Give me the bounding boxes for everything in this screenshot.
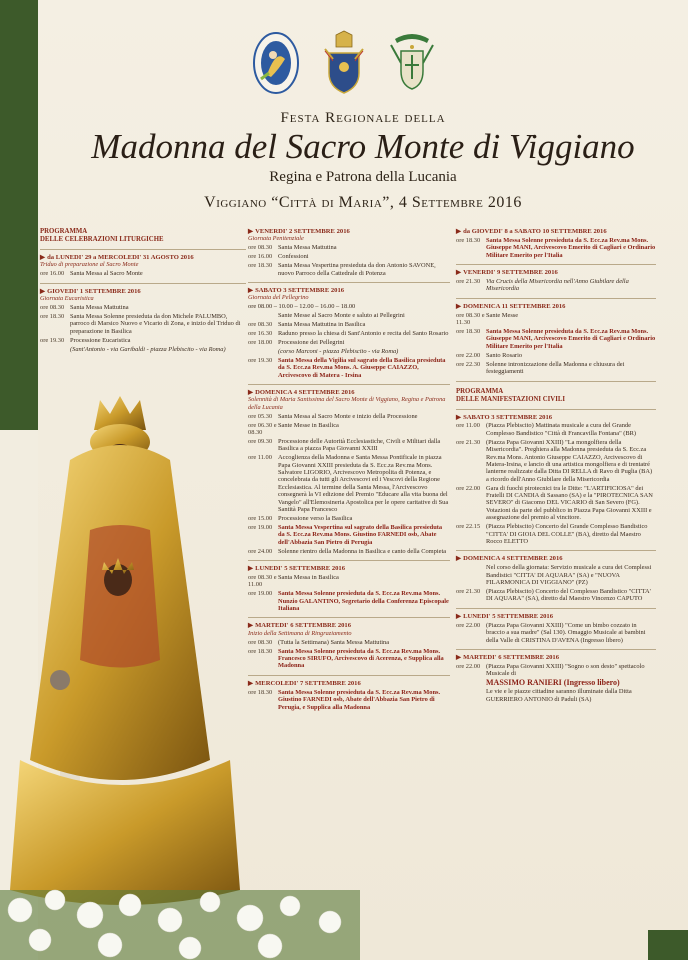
list-item: ore 15.00 Processione verso la Basilica: [248, 514, 353, 522]
list-item: Nel corso della giornata: Servizio musicale a cura dei Complessi Bandistici "CITTA' DI AQUARA" (SA) e "NUOVA FILARMONICA DI VIGGIANO" (PZ): [486, 564, 652, 587]
list-item: ore 19.00 Santa Messa Vespertina sul sagrato della Basilica presieduta da S. Ecc.za Rev.ma Mons. Giustino FARNEDI osb, Abate dell'Abbazia San Pietro di Perugia: [248, 523, 443, 546]
liturgy-column-2: [248, 228, 450, 711]
list-item: ore 18.30 Santa Messa Vespertina presieduta da don Antonio SAVONE, nuovo Parroco della Cattedrale di Potenza: [248, 262, 436, 277]
day-subheading: Giornata Eucaristica: [40, 295, 94, 303]
bishop-coat-of-arms: [386, 28, 438, 98]
list-item: ore 18.30 Santa Messa Solenne presieduta da S. Ecc.za Rev.ma Mons. Giuseppe MANI, Arcivescovo Emerito di Cagliari e Ordinario Militare Emerito per l'Italia: [456, 236, 656, 259]
list-item: ore 21.30 (Piazza Papa Giovanni XXIII) "La mongolfiera della Misericordia". Preghiera alla Madonna presieduta da S. Ecc.za Rev.ma Mons. Antonio Giuseppe CAIAZZO, Arcivescovo di Matera-Irsina, e lancio di una artistica mongolfiera e di trentatré lanterne realizzate dalla Ditta DI RELLA di Ravo di Puglia (BA) a ricordo dell'Anno Giubilare della Misericordia: [456, 438, 653, 483]
list-item: ore 08.30 (Tutta la Settimana) Santa Messa Mattutina: [248, 638, 390, 646]
list-item: ore 11.00 Accoglienza della Madonna e Santa Messa Pontificale in piazza Papa Giovanni XXIII presieduta da S. Ecc.za Rev.ma Mons. Salvatore LIGORIO, Arcivescovo Metropolita di Potenza, e concelebrata da tutti gli Arcivescovi ed i Vescovi della Regione Ecclesiastica. Al termine della Santa Messa, l'Arcivescovo consegnerà la VI edizione del Premio "Educare alla vita buona del Vangelo" all'Elemosineria Apostolica per le opere caritative di Sua Santità Papa Francesco: [248, 454, 449, 513]
day-heading: ▶ VENERDI' 2 SETTEMBRE 2016: [248, 228, 350, 235]
list-item: ore 16.00 Confessioni: [248, 253, 309, 261]
day-subheading: Solennità di Maria Santissima del Sacro Monte di Viggiano, Regina e Patrona della Lucania: [248, 396, 446, 411]
list-item: ore 22.30 Solenne intronizzazione della Madonna e chiusura dei festeggiamenti: [456, 360, 625, 376]
list-item: ore 18.30 Santa Messa Solenne presieduta da S. Ecc.za Rev.ma Mons. Giuseppe MANI, Arcivescovo Emerito di Cagliari e Ordinario Militare Emerito per l'Italia: [456, 328, 656, 350]
liturgy-column-1: [40, 228, 246, 353]
list-item: (Sant'Antonio - via Garibaldi - piazza Plebiscito - via Roma): [70, 345, 226, 353]
logos-row: [0, 28, 688, 98]
regina-subtitle: Regina e Patrona della Lucania: [269, 169, 457, 185]
list-item: ore 22.15 (Piazza Plebiscito) Concerto del Grande Complesso Bandistico "CITTA' DI GIOIA DEL COLLE" (BA), diretto dal Maestro Rocco ELETTO: [456, 523, 648, 545]
list-item: MASSIMO RANIERI (Ingresso libero): [486, 678, 620, 688]
festa-subtitle: Festa Regionale della: [280, 110, 446, 126]
day-heading: ▶ LUNEDI' 5 SETTEMBRE 2016: [248, 564, 346, 572]
city-date: Viggiano “Città di Maria”, 4 Settembre 2016: [204, 194, 522, 211]
list-item: (corso Marconi - piazza Plebiscito - via Roma): [278, 347, 399, 355]
list-item: ore 18.00 Processione dei Pellegrini: [248, 338, 345, 346]
list-item: ore 06.30 e 08.30 Sante Messe in Basilica: [248, 421, 339, 436]
madonna-statue-image: [0, 330, 250, 930]
list-item: ore 18.30 Santa Messa Solenne presieduta da S. Ecc.za Rev.ma Mons. Giustino FARNEDI osb, Abate dell'Abbazia San Pietro di Perugia, e Supplica alla Madonna: [248, 688, 441, 711]
list-item: ore 09.30 Processione delle Autorità Ecclesiastiche, Civili e Militari dalla Basilica a piazza Papa Giovanni XXIII: [248, 437, 441, 453]
day-heading: ▶ SABATO 3 SETTEMBRE 2016: [248, 286, 345, 294]
liturgy-column-3: [456, 228, 656, 703]
list-item: ore 11.00 (Piazza Plebiscito) Mattinata musicale a cura del Grande Complesso Bandistico "Città di Francavilla Fontana" (BR): [456, 422, 637, 437]
list-item: ore 08.30 Santa Messa Mattutina in Basilica: [248, 321, 366, 329]
right-green-bar: [648, 930, 688, 960]
list-item: ore 16.30 Raduno presso la chiesa di Sant'Antonio e recita del Santo Rosario: [248, 329, 449, 337]
list-item: ore 18.30 Santa Messa Solenne presieduta da don Michele PALUMBO, parroco di Marsico Nuovo e Vicario di Zona, e inizio del Triduo di preparazione in Basilica: [40, 312, 241, 335]
list-item: ore 19.30 Processione Eucaristica: [40, 336, 131, 344]
list-item: ore 21.30 (Piazza Plebiscito) Concerto del Complesso Bandistico "CITTA' DI AQUARA" (SA), diretto dal Maestro Vincenzo CAPUTO: [456, 588, 651, 603]
list-item: Le vie e le piazze cittadine saranno illuminate dalla Ditta GUERRIERO ANTONIO di Paduli (SA): [486, 688, 632, 703]
list-item: ore 22.00 Gara di fuochi pirotecnici tra le Ditte: "L'ARTIFICIOSA" dei Fratelli DI CANDIA di Sassano (SA) e la "PIROTECNICA SAN SEVERO" di Giacomo DEL VICARIO di San Severo (FG). Votazioni da parte del pubblico in Piazza Papa Giovanni XXIII e assegnazione del premio al vincitore.: [456, 484, 653, 522]
day-heading: ▶ MARTEDI' 6 SETTEMBRE 2016: [456, 653, 560, 661]
day-heading: ▶ MERCOLEDI' 7 SETTEMBRE 2016: [248, 679, 361, 687]
day-heading: ▶ DOMENICA 4 SETTEMBRE 2016: [248, 388, 355, 396]
poster-header: [38, 110, 688, 212]
list-item: ore 24.00 Solenne rientro della Madonna in Basilica e canto della Compieta: [248, 547, 447, 555]
white-flowers-image: [0, 860, 360, 960]
list-item: ore 21.30 Via Crucis della Misericordia nell'Anno Giubilare della Misericordia: [456, 278, 629, 293]
page-title: Madonna del Sacro Monte di Viggiano: [91, 127, 635, 166]
section-title: PROGRAMMA DELLE CELEBRAZIONI LITURGICHE: [40, 228, 164, 243]
day-heading: ▶ VENERDI' 9 SETTEMBRE 2016: [456, 269, 558, 277]
list-item: ore 08.30 Santa Messa Mattutina: [248, 244, 337, 252]
list-item: ore 22.00 (Piazza Papa Giovanni XXIII) "Sogno o son desto" spettacolo Musicale di: [456, 662, 645, 678]
day-heading: ▶ MARTEDI' 6 SETTEMBRE 2016: [248, 622, 352, 630]
day-subheading: Giornata Penitenziale: [248, 235, 304, 243]
list-item: ore 08.30 e 11.30 Sante Messe: [456, 311, 519, 327]
list-item: ore 19.30 Santa Messa della Vigilia sul sagrato della Basilica presieduta da S. Ecc.za Rev.ma Mons. A. Giuseppe CAIAZZO, Arcivescovo di Matera - Irsina: [248, 356, 446, 379]
day-heading: ▶ da GIOVEDI' 8 a SABATO 10 SETTEMBRE 2016: [456, 228, 607, 235]
day-subheading: Inizio della Settimana di Ringraziamento: [248, 629, 352, 637]
list-item: ore 16.00 Santa Messa al Sacro Monte: [40, 270, 143, 278]
day-heading: ▶ DOMENICA 11 SETTEMBRE 2016: [456, 302, 566, 310]
list-item: ore 08.30 Santa Messa Mattutina: [40, 304, 129, 312]
section-title: PROGRAMMA DELLE MANIFESTAZIONI CIVILI: [456, 387, 566, 403]
day-heading: ▶ SABATO 3 SETTEMBRE 2016: [456, 413, 553, 421]
list-item: ore 05.30 Santa Messa al Sacro Monte e inizio della Processione: [248, 412, 418, 420]
day-heading: ▶ GIOVEDI' 1 SETTEMBRE 2016: [40, 287, 141, 295]
list-item: ore 08.00 – 10.00 – 12.00 – 16.00 – 18.00: [248, 303, 356, 311]
day-heading: ▶ da LUNEDI' 29 a MERCOLEDI' 31 AGOSTO 2016: [40, 254, 194, 261]
day-heading: ▶ DOMENICA 4 SETTEMBRE 2016: [456, 555, 563, 563]
list-item: ore 19.00 Santa Messa Solenne presieduta da S. Ecc.za Rev.ma Mons. Nunzio GALANTINO, Segretario della Conferenza Episcopale Italiana: [248, 590, 449, 612]
list-item: ore 22.00 (Piazza Papa Giovanni XXIII) "Come un bimbo cozzato in braccio a sua madre" (Sal 130). Omaggio Musicale ai bambini della Valle di CRISTINA D'AVENA (Ingresso libero): [456, 621, 646, 644]
list-item: ore 18.30 Santa Messa Solenne presieduta da S. Ecc.za Rev.ma Mons. Francesco SIRUFO, Arcivescovo di Acerenza, e Supplica alla Madonna: [248, 647, 444, 670]
day-heading: ▶ LUNEDI' 5 SETTEMBRE 2016: [456, 612, 554, 620]
list-item: Sante Messe al Sacro Monte e saluto ai Pellegrini: [278, 312, 405, 320]
jubilee-mercy-logo: [250, 28, 302, 98]
day-subheading: Giornata del Pellegrino: [248, 294, 309, 302]
day-subheading: Triduo di preparazione al Sacro Monte: [40, 261, 139, 269]
list-item: ore 22.00 Santo Rosario: [456, 351, 523, 359]
papal-coat-of-arms: [318, 28, 370, 98]
list-item: ore 08.30 e 11.00 Santa Messa in Basilica: [248, 573, 339, 589]
